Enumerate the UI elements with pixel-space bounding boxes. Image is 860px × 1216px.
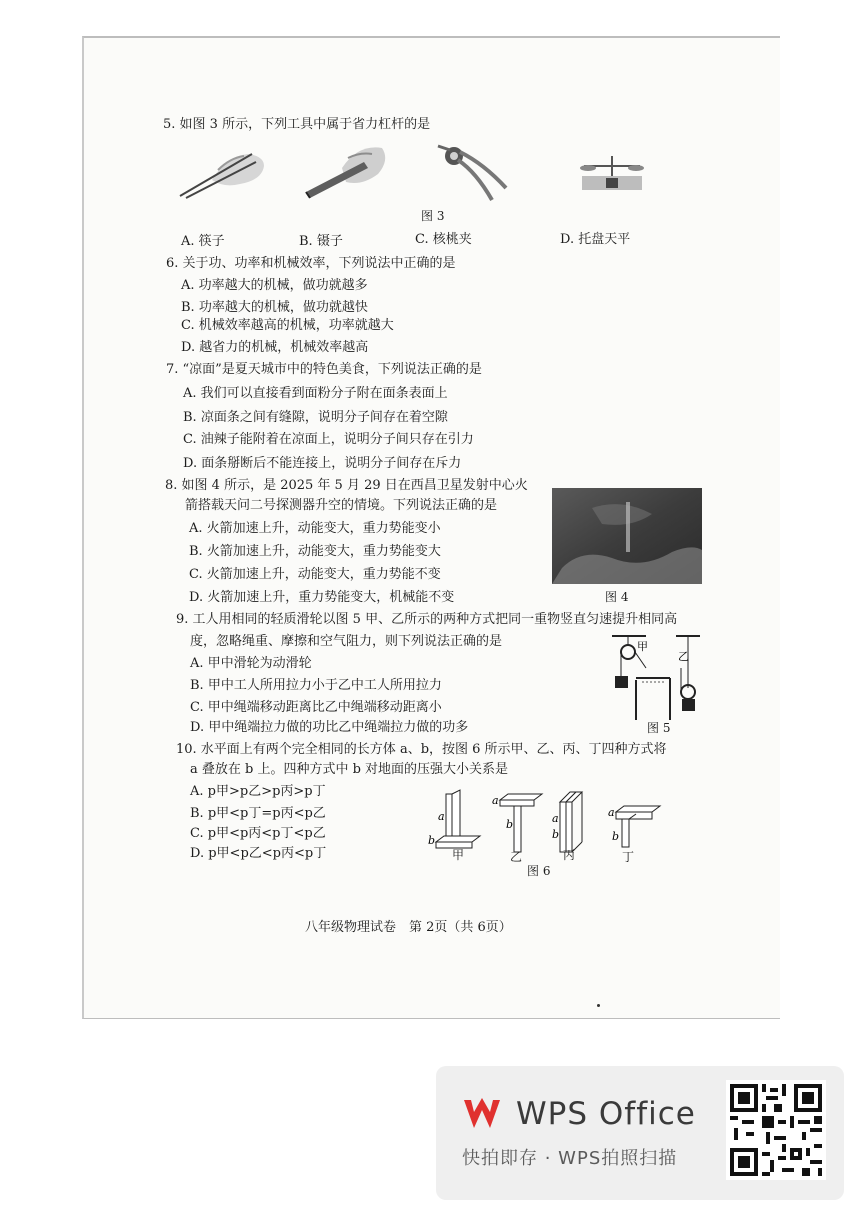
- q6-option-d: D. 越省力的机械，机械效率越高: [181, 340, 369, 355]
- q5-option-c: C. 核桃夹: [415, 232, 472, 247]
- q7-option-b: B. 凉面条之间有缝隙，说明分子间存在着空隙: [183, 410, 448, 425]
- figure-5-label-yi: 乙: [678, 650, 689, 663]
- q9-option-b: B. 甲中工人所用拉力小于乙中工人所用拉力: [190, 678, 442, 693]
- tweezers-photo: [298, 138, 390, 204]
- q6-option-b: B. 功率越大的机械，做功就越快: [181, 300, 368, 315]
- q10-option-c: C. p甲<p丙<p丁<p乙: [190, 826, 326, 841]
- q8-option-b: B. 火箭加速上升，动能变大，重力势能变大: [189, 544, 441, 559]
- q10-stem-line1: 10. 水平面上有两个完全相同的长方体 a、b，按图 6 所示甲、乙、丙、丁四种方式将: [176, 742, 667, 757]
- q6-stem: 6. 关于功、功率和机械效率，下列说法中正确的是: [166, 256, 456, 271]
- qr-code-icon: [726, 1080, 826, 1180]
- fig6-label-ding: 丁: [622, 850, 635, 864]
- fig6-label-bing: 丙: [563, 848, 576, 862]
- fig6-ding-label-b: b: [612, 830, 620, 843]
- q10-option-d: D. p甲<p乙<p丙<p丁: [190, 846, 327, 861]
- q9-stem-line2: 度，忽略绳重、摩擦和空气阻力，则下列说法正确的是: [190, 634, 503, 649]
- wps-watermark: [436, 1066, 844, 1200]
- q9-option-a: A. 甲中滑轮为动滑轮: [190, 656, 312, 671]
- fig6-label-jia: 甲: [452, 848, 465, 862]
- q8-stem-line1: 8. 如图 4 所示，是 2025 年 5 月 29 日在西昌卫星发射中心火: [165, 478, 528, 493]
- q7-stem: 7. “凉面”是夏天城市中的特色美食，下列说法正确的是: [166, 362, 482, 377]
- q10-stem-line2: a 叠放在 b 上。四种方式中 b 对地面的压强大小关系是: [190, 762, 509, 777]
- q5-stem: 5. 如图 3 所示，下列工具中属于省力杠杆的是: [163, 117, 431, 132]
- q5-option-a: A. 筷子: [181, 234, 225, 249]
- fig6-yi-label-b: b: [506, 818, 514, 831]
- q7-option-d: D. 面条掰断后不能连接上，说明分子间存在斥力: [183, 456, 462, 471]
- q9-stem-line1: 9. 工人用相同的轻质滑轮以图 5 甲、乙所示的两种方式把同一重物竖直匀速提升相同高: [176, 612, 678, 627]
- q9-option-d: D. 甲中绳端拉力做的功比乙中绳端拉力做的功多: [190, 720, 469, 735]
- q6-option-a: A. 功率越大的机械，做功就越多: [181, 278, 368, 293]
- figure-3-caption: 图 3: [421, 209, 445, 223]
- fig6-jia-label-b: b: [428, 834, 436, 847]
- wps-brand: WPS Office: [516, 1096, 696, 1132]
- page-footer: 八年级物理试卷 第 2页（共 6页）: [305, 920, 512, 935]
- q8-stem-line2: 箭搭载天问二号探测器升空的情境。下列说法正确的是: [185, 498, 498, 513]
- wps-subtitle: 快拍即存 · WPS拍照扫描: [462, 1148, 678, 1169]
- scan-speck: [597, 1004, 600, 1007]
- fig6-label-yi: 乙: [510, 850, 523, 864]
- fig6-yi-label-a: a: [492, 794, 499, 807]
- rocket-launch-photo: [552, 488, 702, 588]
- q6-option-c: C. 机械效率越高的机械，功率就越大: [181, 318, 394, 333]
- figure-4-caption: 图 4: [605, 590, 629, 604]
- wps-logo-icon: [462, 1096, 510, 1136]
- q8-option-d: D. 火箭加速上升，重力势能变大，机械能不变: [189, 590, 455, 605]
- q10-option-a: A. p甲>p乙>p丙>p丁: [190, 784, 326, 799]
- q7-option-c: C. 油辣子能附着在凉面上，说明分子间只存在引力: [183, 432, 474, 447]
- fig6-jia-label-a: a: [438, 810, 445, 823]
- fig6-ding-label-a: a: [608, 806, 615, 819]
- balance-scale-photo: [576, 148, 648, 200]
- figure-5-caption: 图 5: [647, 721, 671, 735]
- q8-option-c: C. 火箭加速上升，动能变大，重力势能不变: [189, 567, 441, 582]
- q8-option-a: A. 火箭加速上升，动能变大，重力势能变小: [189, 521, 441, 536]
- nutcracker-photo: [432, 138, 510, 210]
- q9-option-c: C. 甲中绳端移动距离比乙中绳端移动距离小: [190, 700, 442, 715]
- fig6-bing-label-a: a: [552, 812, 559, 825]
- chopsticks-photo: [178, 140, 268, 204]
- figure-6-caption: 图 6: [527, 864, 551, 878]
- q5-option-d: D. 托盘天平: [560, 232, 631, 247]
- q7-option-a: A. 我们可以直接看到面粉分子附在面条表面上: [183, 386, 448, 401]
- fig6-bing-label-b: b: [552, 828, 560, 841]
- q5-option-b: B. 镊子: [299, 234, 343, 249]
- figure-5-label-jia: 甲: [637, 640, 648, 653]
- q10-option-b: B. p甲<p丁=p丙<p乙: [190, 806, 326, 821]
